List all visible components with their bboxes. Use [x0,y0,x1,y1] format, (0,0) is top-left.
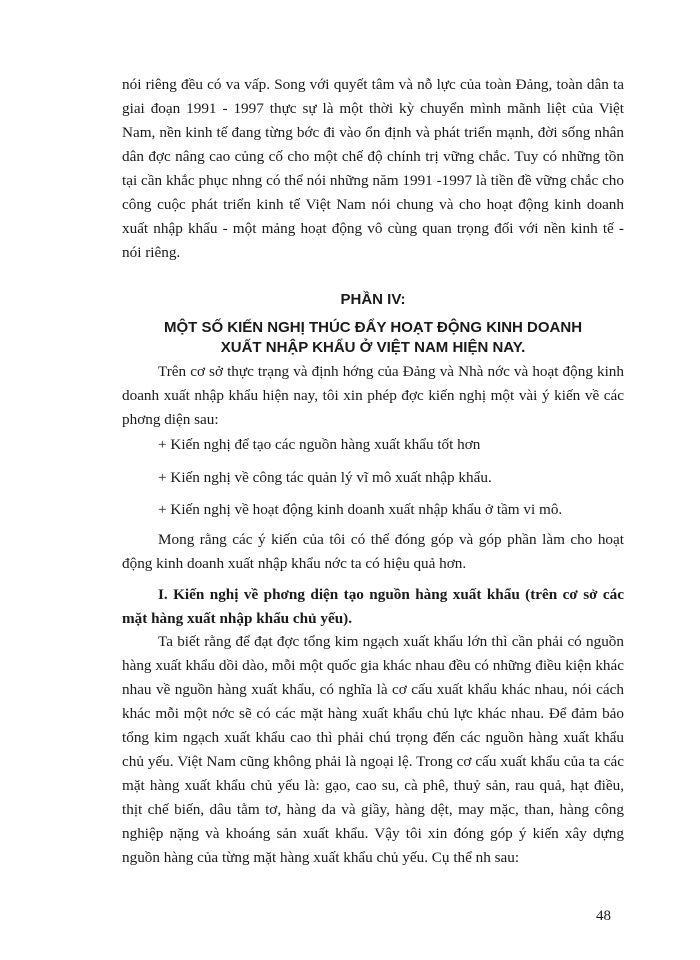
paragraph-hope: Mong rằng các ý kiến của tôi có thể đóng góp và góp phần làm cho hoạt động kinh doanh xuất nhập khẩu nớc ta có hiệu quả hơn. [122,531,624,572]
part-title-line-2: XUẤT NHẬP KHẨU Ở VIỆT NAM HIỆN NAY. [220,339,526,356]
page-number: 48 [596,908,611,924]
paragraph-intro-continuation: nói riêng đều có va vấp. Song với quyết tâm và nỗ lực của toàn Đảng, toàn dân ta giai đoạn 1991 - 1997 thực sự là một thời kỳ chuyển mình mãnh liệt của Việt Nam, nền kinh tế đang từng bớc đi vào ổn định và phát triển mạnh, đời sống nhân dân đợc nâng cao củng cố cho một chế độ chính trị vững chắc. Tuy có những tồn tại cần khắc phục nhng có thể nói những năm 1991 -1997 là tiền đề vững chắc cho công cuộc phát triển kinh tế Việt Nam nói chung và cho hoạt động kinh doanh xuất nhập khẩu - một mảng hoạt động vô cùng quan trọng đối với nền kinh tế - nói riêng. [122,76,624,261]
paragraph-export-sources: Ta biết rằng để đạt đợc tổng kim ngạch xuất khẩu lớn thì cần phải có nguồn hàng xuất khẩu dồi dào, mỗi một quốc gia khác nhau đều có những điều kiện khác nhau về nguồn hàng xuất khẩu, có nghĩa là cơ cấu xuất khẩu khác nhau, nói cách khác mỗi một nớc sẽ có các mặt hàng xuất khẩu chủ lực khác nhau. Để đảm bảo tổng kim ngạch xuất khẩu cao thì phải chú trọng đến các nguồn hàng xuất khẩu chủ yếu. Việt Nam cũng không phải là ngoại lệ. Trong cơ cấu xuất khẩu của ta các mặt hàng xuất khẩu chủ yếu là: gạo, cao su, cà phê, thuỷ sản, rau quả, hạt điều, thịt chế biến, dâu tằm tơ, hàng da và giầy, hàng dệt, may mặc, than, hàng công nghiệp nặng và khoáng sản xuất khẩu. Vậy tôi xin đóng góp ý kiến xây dựng nguồn hàng của từng mặt hàng xuất khẩu chủ yếu. Cụ thể nh sau: [122,633,624,866]
section-heading-i: I. Kiến nghị về phơng diện tạo nguồn hàng xuất khẩu (trên cơ sở các mặt hàng xuất nhập khẩu chủ yếu). [122,586,624,627]
part-heading: PHẦN IV: [340,291,406,308]
bullet-item-micro-business: + Kiến nghị về hoạt động kinh doanh xuất nhập khẩu ở tầm vi mô. [158,501,563,518]
bullet-item-macro-management: + Kiến nghị về công tác quản lý vĩ mô xuất nhập khẩu. [158,469,492,486]
part-title [122,318,624,358]
bullet-item-sources: + Kiến nghị để tạo các nguồn hàng xuất khẩu tốt hơn [158,436,481,453]
part-title-line-1: MỘT SỐ KIẾN NGHỊ THÚC ĐẨY HOẠT ĐỘNG KINH DOANH [163,319,583,336]
paragraph-recommendations-intro: Trên cơ sở thực trạng và định hớng của Đảng và Nhà nớc và hoạt động kinh doanh xuất nhập khẩu hiện nay, tôi xin phép đợc kiến nghị một vài ý kiến về các phơng diện sau: [122,363,624,428]
